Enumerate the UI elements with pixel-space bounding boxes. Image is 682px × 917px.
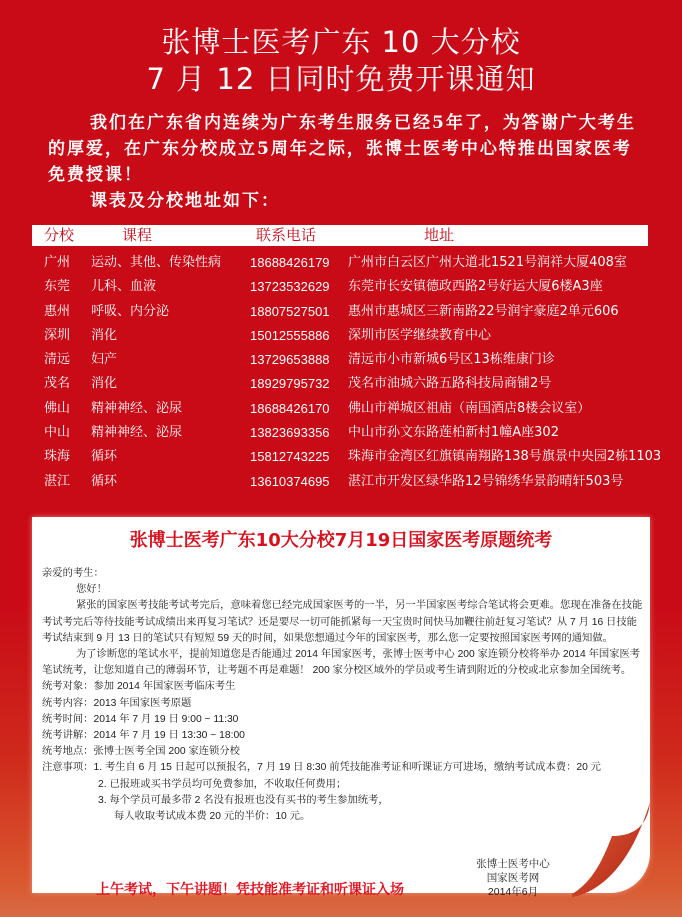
address-cell: 佛山市禅城区祖庙（南国酒店8楼会议室） [348, 400, 591, 416]
signature-block [468, 857, 558, 899]
greeting: 亲爱的考生： [42, 568, 104, 579]
table-row [0, 421, 682, 445]
detail-content [42, 696, 647, 712]
table-row [0, 348, 682, 372]
header-phone: 联系电话 [256, 226, 317, 244]
poster-title [0, 24, 682, 98]
course-cell: 循环 [91, 449, 118, 465]
address-cell: 惠州市惠城区三新南路22号润宇豪庭2单元606 [348, 303, 619, 319]
branch-cell: 茂名 [44, 376, 71, 392]
address-cell: 广州市白云区广州大道北1521号润祥大厦408室 [348, 255, 627, 270]
course-cell: 运动、其他、传染性病 [91, 255, 222, 270]
intro-text [48, 110, 648, 214]
branch-cell: 湛江 [44, 473, 71, 489]
table-row [0, 300, 682, 324]
course-cell: 精神神经、泌尿 [91, 425, 183, 441]
detail-target [42, 679, 647, 695]
course-cell: 儿科、血液 [91, 279, 157, 295]
course-cell: 循环 [91, 473, 118, 489]
detail-value: 参加 2014 年国家医考临床考生 [93, 681, 236, 693]
notice-title: 张博士医考广东10大分校7月19日国家医考原题统考 [129, 530, 553, 551]
phone-cell: 13823693356 [250, 425, 330, 441]
detail-location [42, 744, 647, 760]
title-line-1: 张博士医考广东 10 大分校 [161, 25, 521, 59]
note-text: 1. 考生自 6 月 15 日起可以预报名，7 月 19 日 8:30 前凭技能准考证和听课证方可进场，缴纳考试成本费：20 元 [93, 762, 601, 774]
address-cell: 茂名市油城六路五路科技局商铺2号 [348, 376, 552, 392]
course-cell: 呼吸、内分泌 [91, 303, 170, 319]
branch-cell: 东莞 [44, 279, 71, 295]
branch-cell: 中山 [44, 425, 71, 441]
table-row [0, 470, 682, 494]
detail-label: 统考地点： [42, 746, 94, 758]
address-cell: 珠海市金湾区红旗镇南翔路138号旗景中央园2栋1103 [348, 449, 662, 465]
detail-value: 2014 年 7 月 19 日 9:00 ~ 11:30 [93, 713, 239, 725]
course-cell: 消化 [91, 376, 118, 392]
branch-cell: 珠海 [44, 449, 71, 465]
notice-letter [42, 566, 647, 825]
title-line-2: 7 月 12 日同时免费开课通知 [146, 62, 536, 96]
detail-time [42, 712, 647, 728]
intro-paragraph: 我们在广东省内连续为广东考生服务已经5年了，为答谢广大考生的厚爱，在广东分校成立5周年之际，张博士医考中心特推出国家医考免费授课！ [48, 113, 636, 185]
header-branch: 分校 [44, 226, 75, 244]
table-row [0, 275, 682, 299]
signature-org: 张博士医考中心 [476, 858, 550, 870]
detail-label: 统考内容： [42, 697, 94, 709]
header-course: 课程 [122, 226, 153, 244]
phone-cell: 18688426170 [250, 400, 330, 416]
address-cell: 东莞市长安镇德政西路2号好运大厦6楼A3座 [348, 279, 603, 295]
branch-cell: 佛山 [44, 400, 71, 416]
note-1 [42, 760, 647, 776]
table-row [0, 324, 682, 348]
detail-value: 2013 年国家医考原题 [93, 697, 192, 709]
detail-value: 2014 年 7 月 19 日 13:30 ~ 18:00 [93, 730, 245, 742]
phone-cell: 13729653888 [250, 352, 330, 368]
note-2: 2. 已报班或买书学员均可免费参加，不收取任何费用； [98, 778, 347, 790]
phone-cell: 13610374695 [250, 473, 330, 489]
branch-cell: 惠州 [44, 303, 71, 319]
hello: 您好！ [76, 584, 107, 596]
phone-cell: 15812743225 [250, 449, 330, 465]
table-row [0, 372, 682, 396]
table-row [0, 445, 682, 469]
detail-value: 张博士医考全国 200 家连锁分校 [93, 746, 240, 758]
branch-cell: 清远 [44, 352, 71, 368]
course-cell: 消化 [91, 327, 118, 343]
branch-table [0, 251, 682, 494]
detail-label: 统考讲解： [42, 730, 94, 742]
detail-label: 统考对象： [42, 681, 94, 693]
note-3: 3. 每个学员可最多带 2 名没有报班也没有买书的考生参加统考， [98, 794, 389, 806]
address-cell: 中山市孙文东路莲柏新村1幢A座302 [348, 425, 559, 441]
detail-explanation [42, 728, 647, 744]
phone-cell: 18929795732 [250, 376, 330, 392]
note-3-continued: 每人收取考试成本费 20 元的半价：10 元。 [114, 811, 311, 823]
phone-cell: 15012555886 [250, 327, 330, 343]
address-cell: 湛江市开发区绿华路12号锦绣华景韵晴轩503号 [348, 473, 624, 489]
notes-label: 注意事项： [42, 762, 94, 774]
header-address: 地址 [424, 226, 455, 244]
address-cell: 清远市小市新城6号区13栋维康门诊 [348, 352, 555, 368]
branch-cell: 广州 [44, 255, 71, 270]
signature-date: 2014年6月 [487, 886, 539, 898]
intro-table-caption: 课表及分校地址如下： [90, 191, 280, 211]
branch-cell: 深圳 [44, 327, 71, 343]
phone-cell: 18688426179 [250, 255, 330, 270]
slogan: 上午考试，下午讲题！凭技能准考证和听课证入场 [96, 882, 404, 898]
phone-cell: 13723532629 [250, 279, 330, 295]
phone-cell: 18807527501 [250, 303, 330, 319]
table-row [0, 251, 682, 275]
table-header-bar [32, 225, 648, 246]
letter-paragraph-1: 紧张的国家医考技能考试考完后，意味着您已经完成国家医考的一半，另一半国家医考综合笔试将会更难。您现在准备在技能考试考完后等待技能考试成绩出来再复习笔试？还是要尽一切可能抓紧每一天宝贵时间快马加鞭往前赶复习笔试？从 7 月 16 日技能考试结束到 9 月 13 日的笔试只有短短 59 天的时间，如果您想通过今年的国家医考，那么您一定要按照国家医考网的通知做。 [42, 600, 643, 644]
address-cell: 深圳市医学继续教育中心 [348, 327, 492, 343]
letter-paragraph-2: 为了诊断您的笔试水平，提前知道您是否能通过 2014 年国家医考，张博士医考中心 200 家连锁分校将举办 2014 年国家医考笔试统考，让您知道自己的薄弱环节，让考题不再是难题！ 200 家分校区域外的学员或考生请到附近的分校或北京参加全国统考。 [42, 649, 641, 677]
signature-site: 国家医考网 [486, 872, 540, 884]
detail-label: 统考时间： [42, 713, 94, 725]
course-cell: 精神神经、泌尿 [91, 400, 183, 416]
course-cell: 妇产 [91, 352, 118, 368]
table-row [0, 397, 682, 421]
